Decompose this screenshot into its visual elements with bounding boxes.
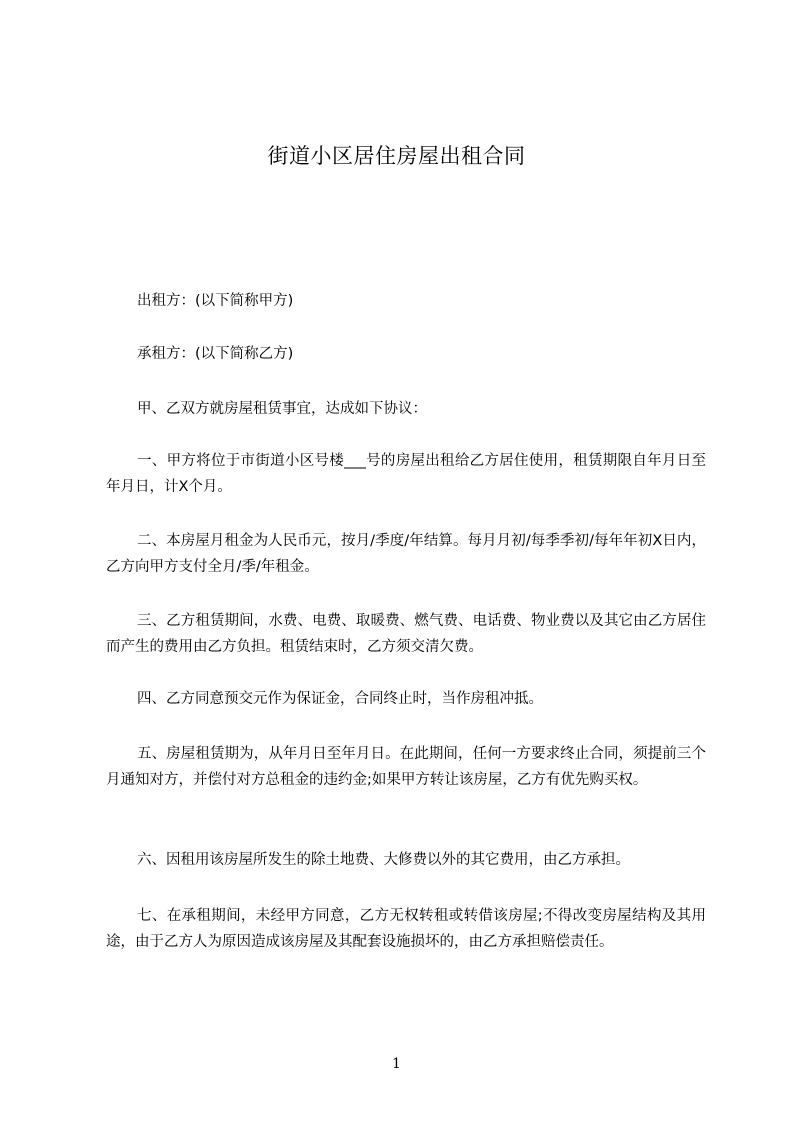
document-title: 街道小区居住房屋出租合同 [267, 144, 526, 168]
lessor-line: 出租方：(以下简称甲方) [137, 293, 294, 309]
clause-7: 七、在承租期间，未经甲方同意，乙方无权转租或转借该房屋;不得改变房屋结构及其用途，由于乙方人为原因造成该房屋及其配套设施损坏的，由乙方承担赔偿责任。 [106, 908, 706, 950]
clause-2: 二、本房屋月租金为人民币元，按月/季度/年结算。每月月初/每季季初/每年年初X日内，乙方向甲方支付全月/季/年租金。 [106, 533, 706, 575]
page-number: 1 [392, 1056, 401, 1072]
clause-6: 六、因租用该房屋所发生的除土地费、大修费以外的其它费用，由乙方承担。 [137, 852, 630, 868]
clause-3: 三、乙方租赁期间，水费、电费、取暖费、燃气费、电话费、物业费以及其它由乙方居住而产生的费用由乙方负担。租赁结束时，乙方须交清欠费。 [106, 613, 706, 655]
clause-5: 五、房屋租赁期为，从年月日至年月日。在此期间，任何一方要求终止合同，须提前三个月通知对方，并偿付对方总租金的违约金;如果甲方转让该房屋，乙方有优先购买权。 [106, 746, 706, 788]
clause-4: 四、乙方同意预交元作为保证金，合同终止时，当作房租冲抵。 [137, 691, 543, 707]
lessee-line: 承租方：(以下简称乙方) [137, 346, 294, 362]
agreement-intro: 甲、乙双方就房屋租赁事宜，达成如下协议： [137, 401, 427, 417]
clause-1: 一、甲方将位于市街道小区号楼___号的房屋出租给乙方居住使用，租赁期限自年月日至年月日，计X个月。 [106, 453, 706, 495]
